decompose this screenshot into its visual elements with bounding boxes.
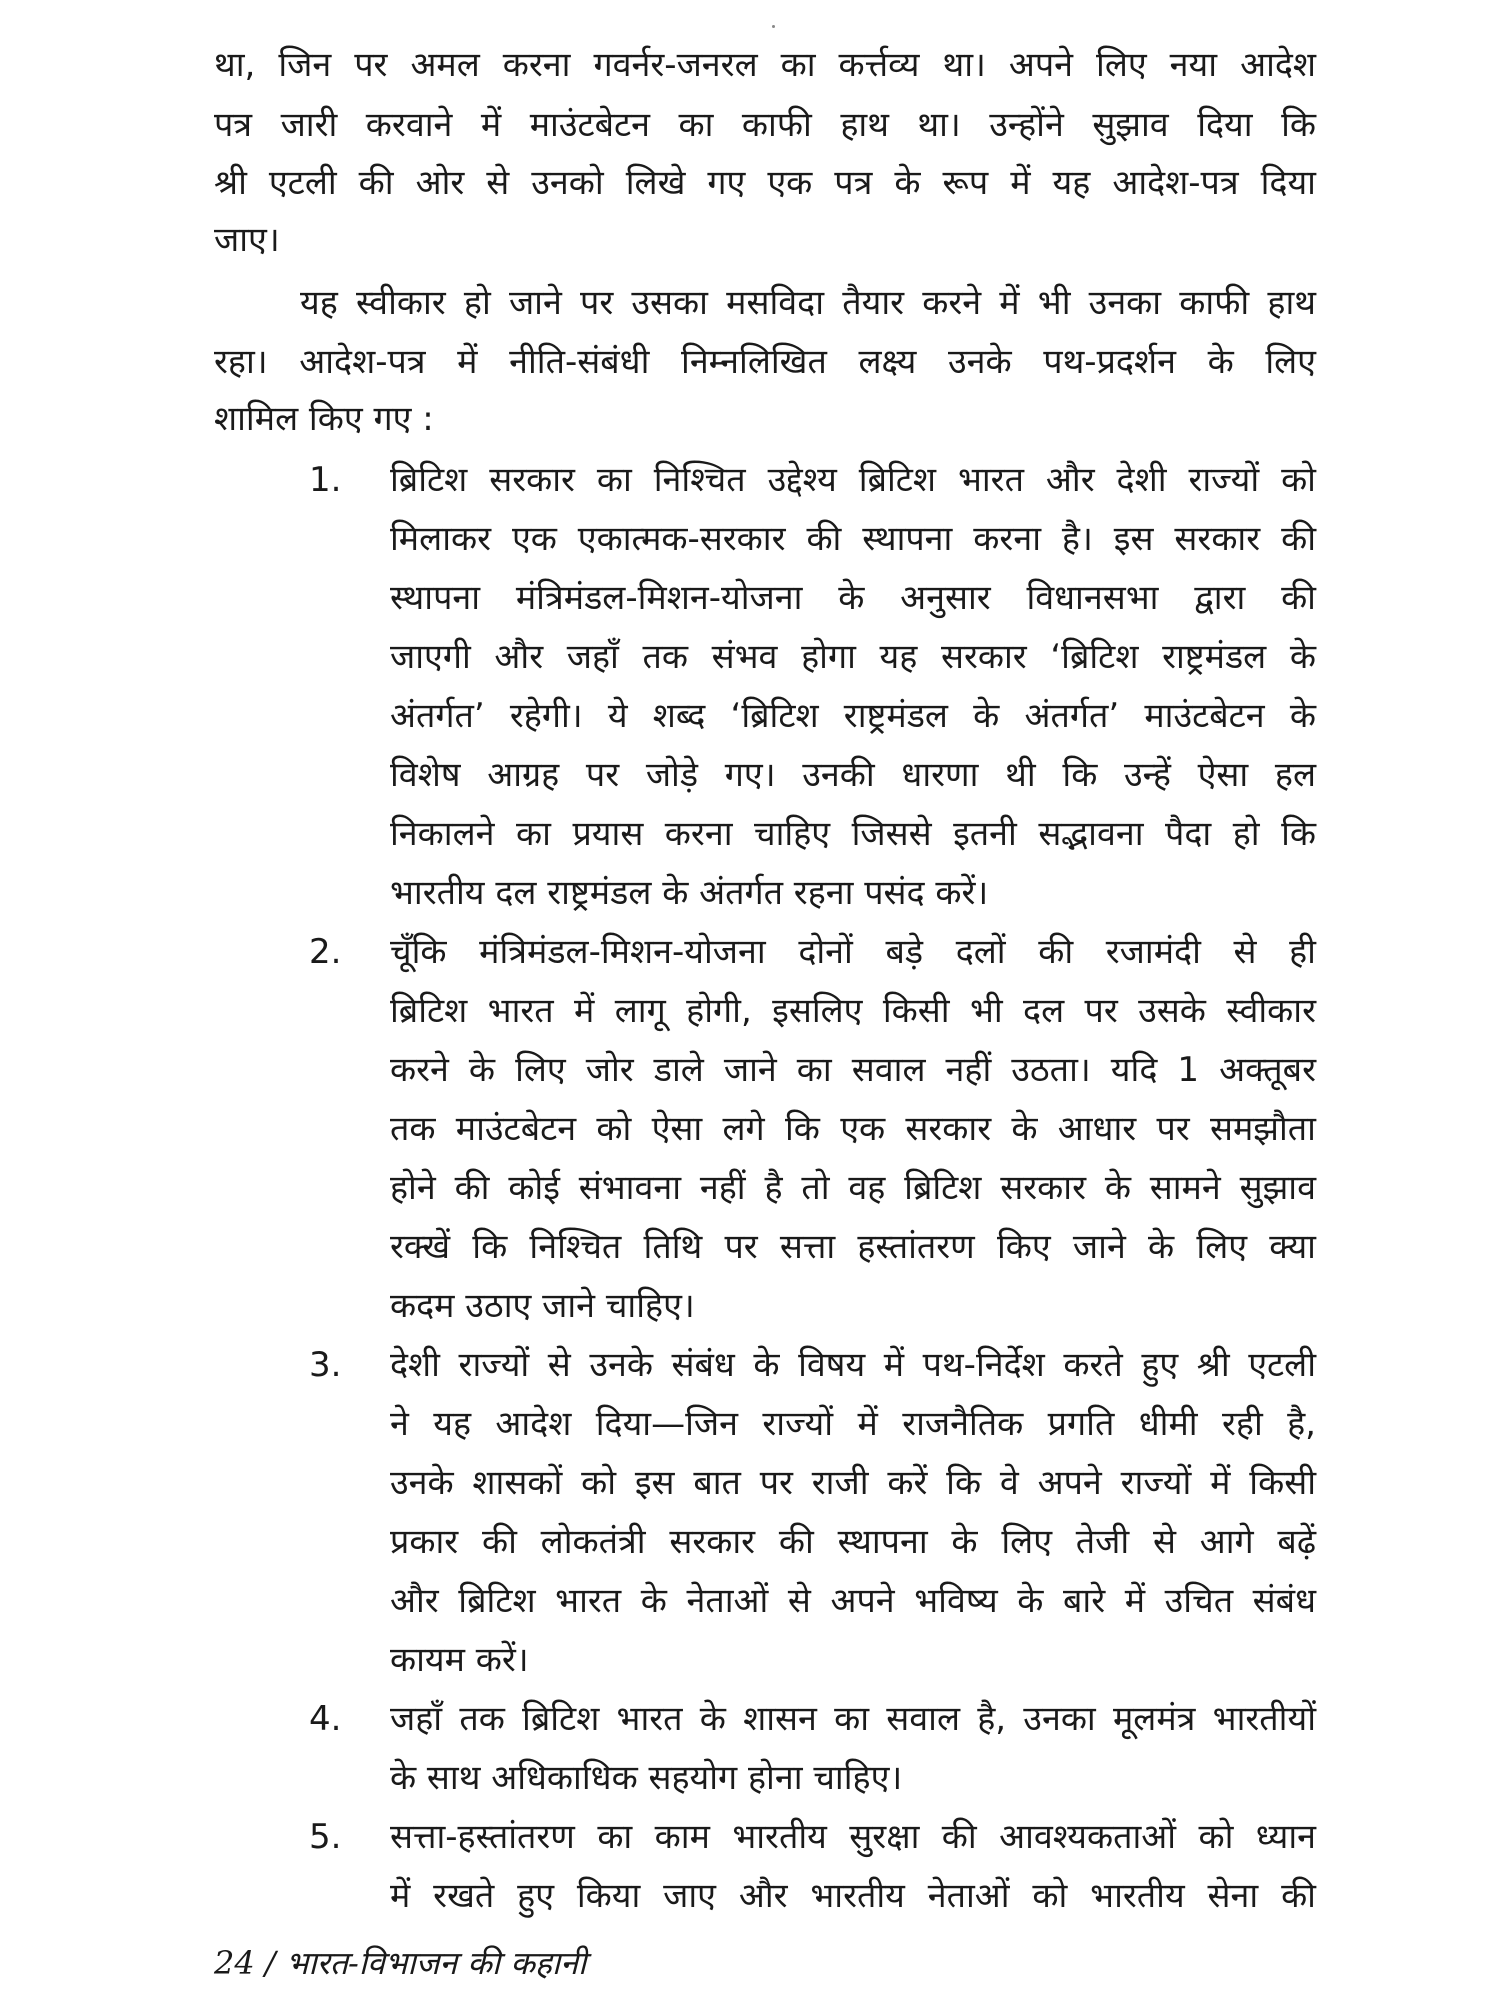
intro-line: जाए। [214,220,280,260]
list-item-number: 4. [309,1699,342,1739]
list-item-line: प्रकार की लोकतंत्री सरकार की स्थापना के लिए तेजी से आगे बढ़ें [390,1522,1316,1562]
list-item-number: 1. [309,460,342,500]
list-item-line: भारतीय दल राष्ट्रमंडल के अंतर्गत रहना पसंद करें। [390,873,989,913]
intro-line: श्री एटली की ओर से उनको लिखे गए एक पत्र के रूप में यह आदेश-पत्र दिया [214,163,1316,203]
para2-line: रहा। आदेश-पत्र में नीति-संबंधी निम्नलिखित लक्ष्य उनके पथ-प्रदर्शन के लिए [214,342,1316,382]
list-item-line: अंतर्गत’ रहेगी। ये शब्द ‘ब्रिटिश राष्ट्रमंडल के अंतर्गत’ माउंटबेटन के [390,696,1316,736]
list-item-line: निकालने का प्रयास करना चाहिए जिससे इतनी सद्भावना पैदा हो कि [390,814,1316,854]
list-item-line: चूँकि मंत्रिमंडल-मिशन-योजना दोनों बड़े दलों की रजामंदी से ही [390,932,1316,972]
list-item-line: ने यह आदेश दिया—जिन राज्यों में राजनैतिक प्रगति धीमी रही है, [390,1404,1316,1444]
list-item-line: उनके शासकों को इस बात पर राजी करें कि वे अपने राज्यों में किसी [390,1463,1316,1503]
list-item-number: 5. [309,1817,342,1857]
intro-line: पत्र जारी करवाने में माउंटबेटन का काफी हाथ था। उन्होंने सुझाव दिया कि [214,105,1316,145]
para2-line: यह स्वीकार हो जाने पर उसका मसविदा तैयार करने में भी उनका काफी हाथ [300,283,1316,323]
list-item-line: होने की कोई संभावना नहीं है तो वह ब्रिटिश सरकार के सामने सुझाव [390,1168,1316,1208]
list-item-line: के साथ अधिकाधिक सहयोग होना चाहिए। [390,1758,903,1798]
list-item-line: तक माउंटबेटन को ऐसा लगे कि एक सरकार के आधार पर समझौता [390,1109,1316,1149]
list-item-number: 2. [309,932,342,972]
list-item-number: 3. [309,1345,342,1385]
para2-line: शामिल किए गए : [214,399,434,439]
intro-line: था, जिन पर अमल करना गवर्नर-जनरल का कर्त्तव्य था। अपने लिए नया आदेश [214,45,1316,85]
list-item-line: में रखते हुए किया जाए और भारतीय नेताओं को भारतीय सेना की [390,1876,1316,1916]
scan-speck [772,25,775,28]
list-item-line: रक्खें कि निश्चित तिथि पर सत्ता हस्तांतरण किए जाने के लिए क्या [390,1227,1316,1267]
list-item-line: मिलाकर एक एकात्मक-सरकार की स्थापना करना है। इस सरकार की [390,519,1316,559]
list-item-line: करने के लिए जोर डाले जाने का सवाल नहीं उठता। यदि 1 अक्तूबर [390,1050,1316,1090]
page-footer: 24 / भारत-विभाजन की कहानी [214,1944,587,1982]
list-item-line: जहाँ तक ब्रिटिश भारत के शासन का सवाल है, उनका मूलमंत्र भारतीयों [390,1699,1316,1739]
list-item-line: जाएगी और जहाँ तक संभव होगा यह सरकार ‘ब्रिटिश राष्ट्रमंडल के [390,637,1316,677]
list-item-line: सत्ता-हस्तांतरण का काम भारतीय सुरक्षा की आवश्यकताओं को ध्यान [390,1817,1316,1857]
list-item-line: कदम उठाए जाने चाहिए। [390,1286,695,1326]
list-item-line: और ब्रिटिश भारत के नेताओं से अपने भविष्य के बारे में उचित संबंध [390,1581,1316,1621]
list-item-line: विशेष आग्रह पर जोड़े गए। उनकी धारणा थी कि उन्हें ऐसा हल [390,755,1316,795]
list-item-line: ब्रिटिश सरकार का निश्चित उद्देश्य ब्रिटिश भारत और देशी राज्यों को [390,460,1316,500]
list-item-line: स्थापना मंत्रिमंडल-मिशन-योजना के अनुसार विधानसभा द्वारा की [390,578,1316,618]
list-item-line: ब्रिटिश भारत में लागू होगी, इसलिए किसी भी दल पर उसके स्वीकार [390,991,1316,1031]
list-item-line: देशी राज्यों से उनके संबंध के विषय में पथ-निर्देश करते हुए श्री एटली [390,1345,1316,1385]
list-item-line: कायम करें। [390,1640,529,1680]
